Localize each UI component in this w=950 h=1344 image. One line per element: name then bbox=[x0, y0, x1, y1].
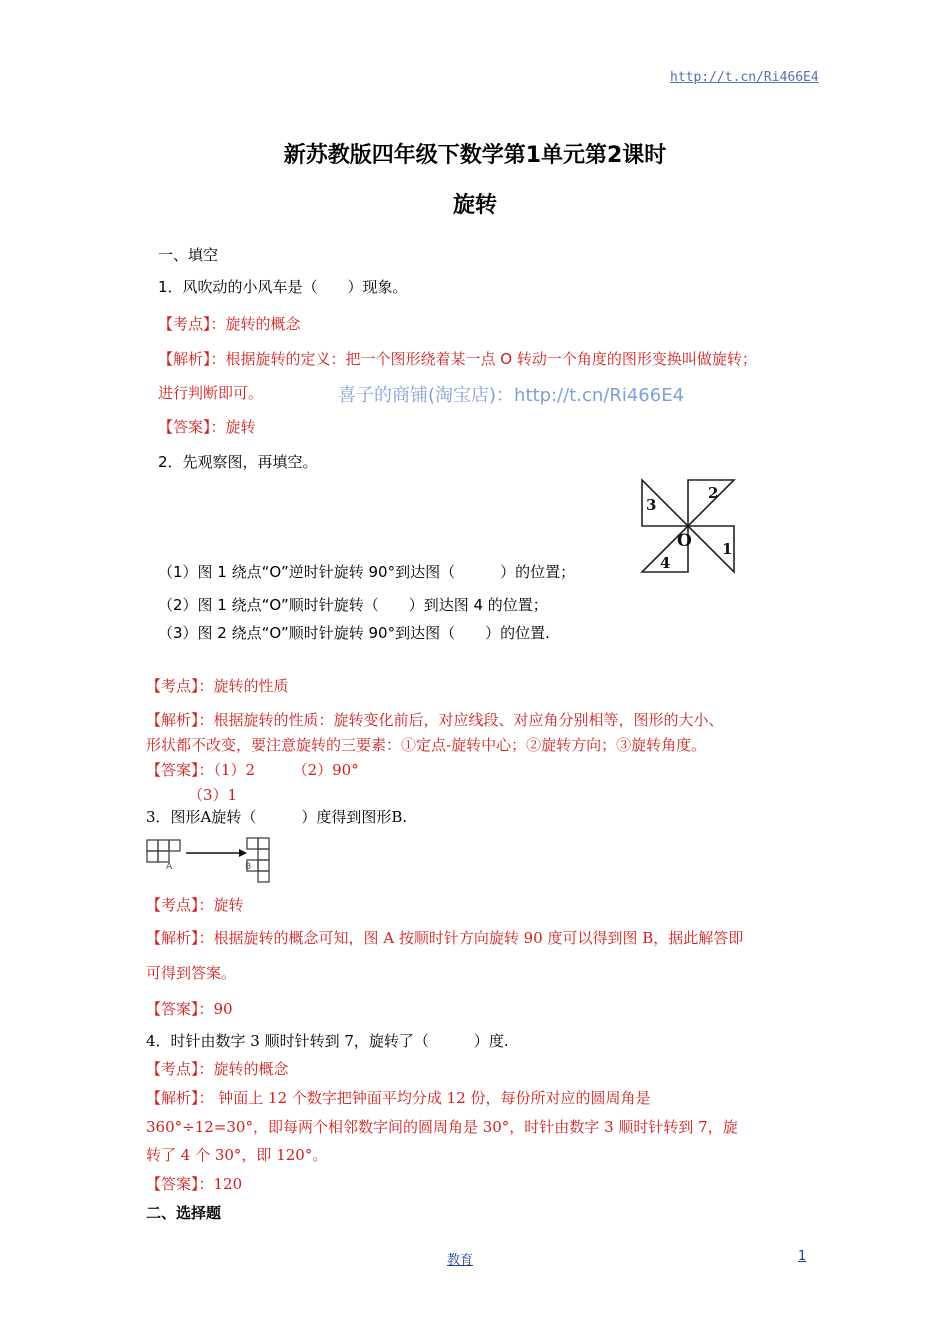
rotation-figure bbox=[144, 834, 274, 884]
pinwheel-label-2: 2 bbox=[708, 484, 719, 502]
q2-answer-line2: （3）1 bbox=[188, 786, 238, 804]
q2-sub3: （3）图 2 绕点“O”顺时针旋转 90°到达图（ ）的位置. bbox=[158, 624, 550, 642]
q1-jiexi-line1: 【解析】：根据旋转的定义：把一个图形绕着某一点 O 转动一个角度的图形变换叫做旋转； bbox=[158, 350, 757, 368]
pinwheel-label-o: O bbox=[677, 531, 692, 551]
arrow-head bbox=[239, 849, 247, 857]
q3-jiexi-line2: 可得到答案。 bbox=[146, 964, 237, 982]
q3-question: 3．图形A旋转（ ）度得到图形B. bbox=[146, 808, 408, 826]
shape-a-cell bbox=[158, 851, 169, 862]
q3-jiexi-line1: 【解析】：根据旋转的概念可知，图 A 按顺时针方向旋转 90 度可以得到图 B，据此解答即 bbox=[146, 929, 744, 947]
section-heading-choice: 二、选择题 bbox=[146, 1204, 222, 1222]
q2-sub2: （2）图 1 绕点“O”顺时针旋转（ ）到达图 4 的位置； bbox=[158, 596, 548, 614]
q4-kaodian: 【考点】：旋转的概念 bbox=[146, 1060, 289, 1078]
shape-b-cell bbox=[258, 849, 269, 860]
pinwheel-label-3: 3 bbox=[646, 496, 657, 514]
q4-question: 4．时针由数字 3 顺时针转到 7，旋转了（ ）度. bbox=[146, 1032, 509, 1050]
q1-jiexi-line2: 进行判断即可。 bbox=[158, 384, 264, 402]
pinwheel-label-1: 1 bbox=[722, 540, 733, 558]
q1-answer: 【答案】：旋转 bbox=[158, 418, 256, 436]
q2-jiexi-line1: 【解析】：根据旋转的性质：旋转变化前后，对应线段、对应角分别相等，图形的大小、 bbox=[146, 711, 724, 729]
q1-question: 1．风吹动的小风车是（ ）现象。 bbox=[158, 278, 408, 296]
q4-answer: 【答案】：120 bbox=[146, 1175, 243, 1193]
q3-kaodian: 【考点】：旋转 bbox=[146, 896, 244, 914]
shape-a-cell bbox=[147, 851, 158, 862]
shape-b-cell bbox=[258, 838, 269, 849]
page-title: 新苏教版四年级下数学第1单元第2课时 bbox=[283, 143, 667, 168]
q2-sub1: （1）图 1 绕点“O”逆时针旋转 90°到达图（ ）的位置； bbox=[158, 563, 576, 581]
pinwheel-label-4: 4 bbox=[660, 554, 671, 572]
page-subtitle: 旋转 bbox=[452, 193, 497, 218]
section-heading-fill: 一、填空 bbox=[158, 246, 219, 264]
q2-question: 2．先观察图，再填空。 bbox=[158, 453, 318, 471]
q2-answer-line1: 【答案】：（1）2 （2）90° bbox=[146, 761, 359, 779]
pinwheel-figure bbox=[636, 474, 740, 578]
shape-a-cell bbox=[169, 840, 180, 851]
shape-b-cell bbox=[258, 860, 269, 871]
q4-jiexi-line1: 【解析】： 钟面上 12 个数字把钟面平均分成 12 份，每份所对应的圆周角是 bbox=[146, 1089, 651, 1107]
shape-b-cell bbox=[247, 838, 258, 849]
header-link[interactable]: http://t.cn/Ri466E4 bbox=[670, 70, 819, 85]
page-number: 1 bbox=[798, 1249, 807, 1264]
shape-b-label: B bbox=[245, 862, 252, 872]
shape-a-cell bbox=[158, 840, 169, 851]
shape-b-cell bbox=[258, 871, 269, 882]
shape-a-cell bbox=[147, 840, 158, 851]
q2-kaodian: 【考点】：旋转的性质 bbox=[146, 677, 289, 695]
watermark-text: 喜子的商铺(淘宝店)：http://t.cn/Ri466E4 bbox=[338, 385, 685, 406]
q4-jiexi-line2: 360°÷12=30°，即每两个相邻数字间的圆周角是 30°，时针由数字 3 顺时针转到 7，旋 bbox=[146, 1118, 738, 1136]
shape-a-label: A bbox=[166, 862, 173, 872]
footer-center[interactable]: 教育 bbox=[447, 1253, 474, 1268]
q4-jiexi-line3: 转了 4 个 30°，即 120°。 bbox=[146, 1146, 328, 1164]
q3-answer: 【答案】：90 bbox=[146, 1000, 233, 1018]
q2-jiexi-line2: 形状都不改变，要注意旋转的三要素：①定点-旋转中心；②旋转方向；③旋转角度。 bbox=[146, 736, 707, 754]
q1-kaodian: 【考点】：旋转的概念 bbox=[158, 315, 301, 333]
